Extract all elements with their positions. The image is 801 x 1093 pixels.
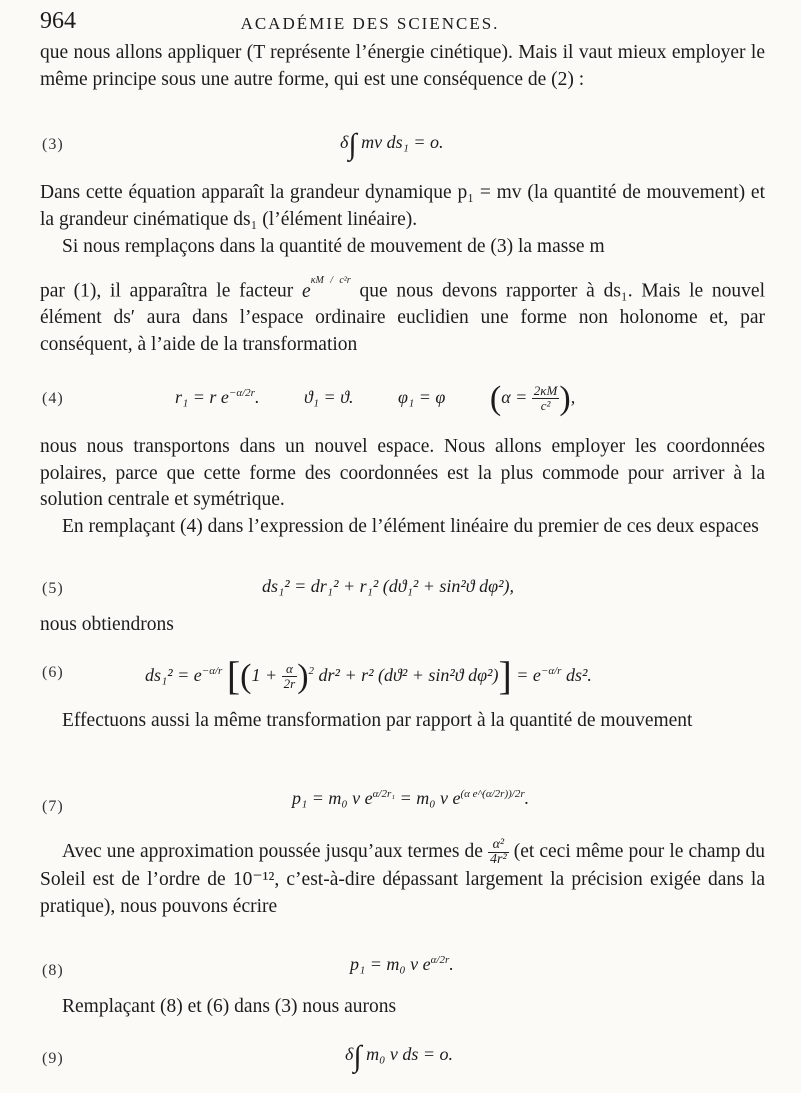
- page-number: 964: [40, 8, 76, 34]
- equation-7-number: (7): [42, 798, 64, 815]
- integral-sign: ∫: [348, 128, 357, 161]
- paragraph-8-end: (et ceci même pour le champ du Soleil est de l’ordre de 10⁻¹², c’est-à-dire dépassant largement la précision exigée dans la pratique), nous pouvons écrire: [40, 840, 766, 917]
- eq6-fraction: [282, 662, 298, 691]
- paragraph-3-end: que nous devons rapporter à ds₁. Mais le nouvel élément ds′ aura dans l’espace ordinaire euclidien une forme non holonome et, par conséquent, à l’aide de la transformation: [40, 280, 766, 355]
- eq7-exponent-1: α/2r₁: [372, 788, 396, 800]
- paragraph-3-start: par (1), il apparaîtra le facteur: [40, 280, 294, 302]
- eq9-integrand: m₀ v ds = o.: [366, 1044, 453, 1064]
- page-header: [40, 8, 770, 36]
- equation-3-integrand: mv ds₁ = o.: [361, 132, 444, 152]
- factor-exponent: κM / c²r: [310, 275, 351, 286]
- left-paren: (: [489, 380, 502, 417]
- paragraph-8-start: Avec une approximation poussée jusqu’aux termes de: [62, 840, 483, 862]
- approx-numerator: α²: [488, 838, 509, 853]
- paragraph-7: Effectuons aussi la même transformation par rapport à la quantité de mouvement: [62, 710, 693, 731]
- paragraph-3-line-1: Si nous remplaçons dans la quantité de mouvement de (3) la masse m: [62, 236, 605, 257]
- equation-5-number: (5): [42, 580, 64, 597]
- right-bracket: ]: [498, 653, 512, 698]
- eq4-alpha-denominator: c²: [540, 398, 551, 414]
- factor-base: e: [302, 280, 311, 302]
- eq4-alpha-lhs: α =: [501, 387, 528, 407]
- eq6-right-paren: ): [297, 658, 309, 695]
- paragraph-8: [40, 838, 765, 920]
- eq4-r-transform: r₁ = r e: [175, 387, 229, 407]
- left-bracket: [: [226, 653, 241, 698]
- eq9-delta: δ: [345, 1044, 354, 1064]
- eq8-body: p₁ = m₀ v e: [350, 954, 431, 974]
- approx-denominator: 4r²: [490, 852, 507, 867]
- eq8-exponent: α/2r: [430, 954, 450, 966]
- equation-9-number: (9): [42, 1050, 64, 1067]
- eq6-rhs-exponent: −α/r: [540, 665, 562, 677]
- paragraph-6: nous obtiendrons: [40, 614, 174, 635]
- eq6-rhs: = e: [516, 665, 541, 685]
- eq6-one-plus: 1 +: [251, 665, 278, 685]
- paragraph-4: nous nous transportons dans un nouvel espace. Nous allons employer les coordonnées polaires, parce que cette forme des coordonnées est la plus commode pour arriver à la solution centrale et symétrique.: [40, 436, 765, 510]
- eq4-alpha-numerator: 2κM: [533, 383, 558, 399]
- paragraph-2: Dans cette équation apparaît la grandeur dynamique p₁ = mv (la quantité de mouvement) et la grandeur cinématique ds₁ (l’élément linéaire).: [40, 182, 765, 230]
- eq6-lhs-exponent: −α/r: [201, 665, 223, 677]
- eq6-lhs: ds₁² = e: [145, 665, 202, 685]
- eq4-phi-transform: φ₁ = φ: [398, 387, 446, 407]
- equation-7: [292, 788, 529, 809]
- eq6-left-paren: (: [240, 658, 252, 695]
- equation-8-number: (8): [42, 962, 64, 979]
- eq7-part2: = m₀ v e: [399, 788, 461, 808]
- paragraph-3-rest: [40, 274, 765, 358]
- eq6-middle: dr² + r² (dϑ² + sin²ϑ dφ²): [318, 665, 499, 685]
- eq4-exponent: −α/2r: [228, 387, 255, 399]
- paragraph-1: que nous allons appliquer (T représente l’énergie cinétique). Mais il vaut mieux employer le même principe sous une autre forme, qui est une conséquence de (2) :: [40, 42, 765, 90]
- right-paren: ): [559, 380, 571, 417]
- approx-fraction: [488, 838, 509, 867]
- eq7-exponent-2: (α e^(α/2r))/2r: [460, 788, 525, 800]
- eq4-alpha-fraction: [532, 384, 560, 413]
- equation-4: r₁ = r $e^{-\alpha/2r}$. ϑ₁ = ϑ. φ₁ = φ (α = $\frac{2\kappa M}{\text{c²}}$ ),: [175, 380, 576, 417]
- paragraph-9: Remplaçant (8) et (6) dans (3) nous aurons: [62, 996, 397, 1017]
- eq6-rhs-tail: ds².: [565, 665, 592, 685]
- eq6-square: 2: [308, 665, 315, 677]
- equation-6: [145, 652, 592, 699]
- running-title: ACADÉMIE DES SCIENCES.: [240, 14, 500, 33]
- eq6-fraction-numerator: α: [282, 662, 298, 677]
- equation-6-number: (6): [42, 664, 64, 681]
- eq8-tail: .: [449, 954, 454, 974]
- eq9-integral-sign: ∫: [353, 1040, 362, 1073]
- equation-5: ds₁² = dr₁² + r₁² (dϑ₁² + sin²ϑ dφ²),: [262, 576, 514, 596]
- equation-8: [350, 954, 454, 975]
- eq7-tail: .: [524, 788, 530, 808]
- equation-4-number: (4): [42, 390, 64, 407]
- equation-3: [340, 128, 444, 162]
- equation-9: [345, 1040, 453, 1074]
- equation-3-number: (3): [42, 136, 64, 153]
- delta-symbol: δ: [340, 132, 349, 152]
- eq4-theta-transform: ϑ₁ = ϑ.: [303, 387, 354, 407]
- paragraph-5: En remplaçant (4) dans l’expression de l’élément linéaire du premier de ces deux espaces: [62, 516, 759, 537]
- eq7-part1: p₁ = m₀ v e: [292, 788, 373, 808]
- eq6-fraction-denominator: 2r: [283, 676, 296, 692]
